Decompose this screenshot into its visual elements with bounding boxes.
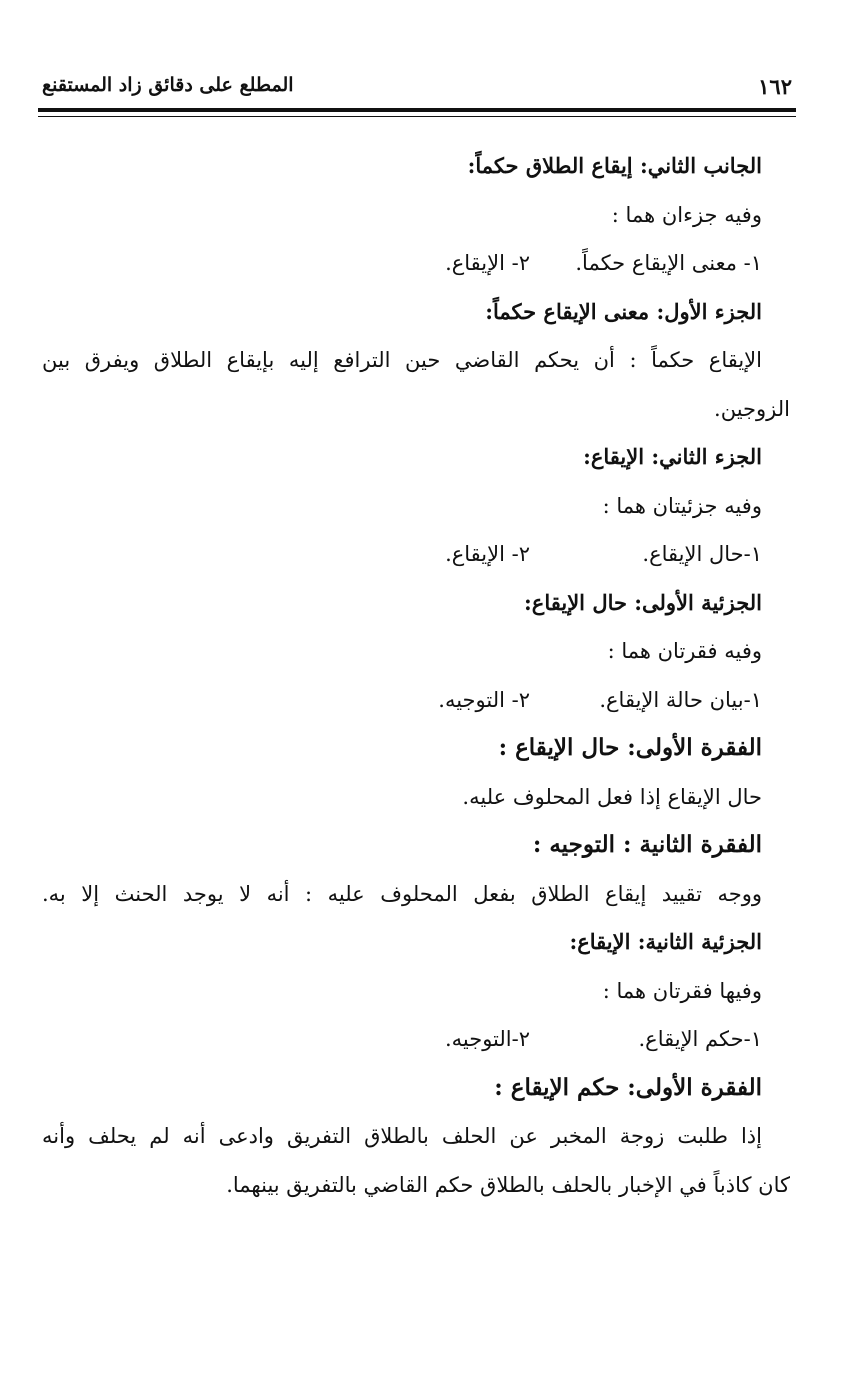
paragraph: الإيقاع حكماً : أن يحكم القاضي حين الترافع إليه بإيقاع الطلاق ويفرق بين — [42, 348, 762, 372]
list-item: ١-حال الإيقاع. — [642, 542, 762, 566]
list-item: ٢-التوجيه. — [444, 1027, 530, 1051]
numbered-list — [42, 676, 762, 725]
paragraph: وفيه جزءان هما : — [611, 202, 762, 227]
numbered-list — [42, 530, 762, 579]
paragraph-continuation: كان كاذباً في الإخبار بالحلف بالطلاق حكم القاضي بالتفريق بينهما. — [226, 1172, 790, 1197]
paragraph: وفيه جزئيتان هما : — [602, 493, 762, 518]
list-item: ٢- التوجيه. — [438, 687, 530, 712]
paragraph: حال الإيقاع إذا فعل المحلوف عليه. — [462, 784, 762, 809]
list-item: ١- معنى الإيقاع حكماً. — [575, 251, 762, 275]
section-heading: الجزء الثاني: الإيقاع: — [583, 444, 762, 469]
list-item: ١-بيان حالة الإيقاع. — [599, 687, 762, 712]
page-body — [42, 142, 790, 1209]
paragraph-continuation: الزوجين. — [714, 396, 790, 421]
list-item: ٢- الإيقاع. — [445, 251, 530, 275]
paragraph: وفيه فقرتان هما : — [607, 639, 762, 663]
list-item: ٢- الإيقاع. — [445, 542, 530, 566]
section-heading: الجزئية الأولى: حال الإيقاع: — [524, 589, 762, 615]
list-item: ١-حكم الإيقاع. — [638, 1027, 762, 1051]
section-heading: الفقرة الأولى: حال الإيقاع : — [498, 734, 762, 761]
page-number: ١٦٢ — [758, 74, 792, 99]
section-heading: الجانب الثاني: إيقاع الطلاق حكماً: — [467, 153, 762, 178]
numbered-list — [42, 1015, 762, 1064]
paragraph: إذا طلبت زوجة المخبر عن الحلف بالطلاق التفريق وادعى أنه لم يحلف وأنه — [42, 1124, 762, 1148]
page-header — [38, 74, 796, 104]
section-heading: الفقرة الثانية : التوجيه : — [532, 831, 762, 858]
header-rule-thick — [38, 108, 796, 112]
header-rule-thin — [38, 116, 796, 117]
paragraph: وفيها فقرتان هما : — [602, 978, 762, 1003]
paragraph: ووجه تقييد إيقاع الطلاق بفعل المحلوف عليه : أنه لا يوجد الحنث إلا به. — [42, 881, 762, 906]
section-heading: الفقرة الأولى: حكم الإيقاع : — [494, 1073, 762, 1101]
running-title: المطلع على دقائق زاد المستقنع — [42, 74, 294, 96]
section-heading: الجزئية الثانية: الإيقاع: — [569, 929, 762, 954]
numbered-list — [42, 239, 762, 288]
section-heading: الجزء الأول: معنى الإيقاع حكماً: — [485, 298, 762, 324]
